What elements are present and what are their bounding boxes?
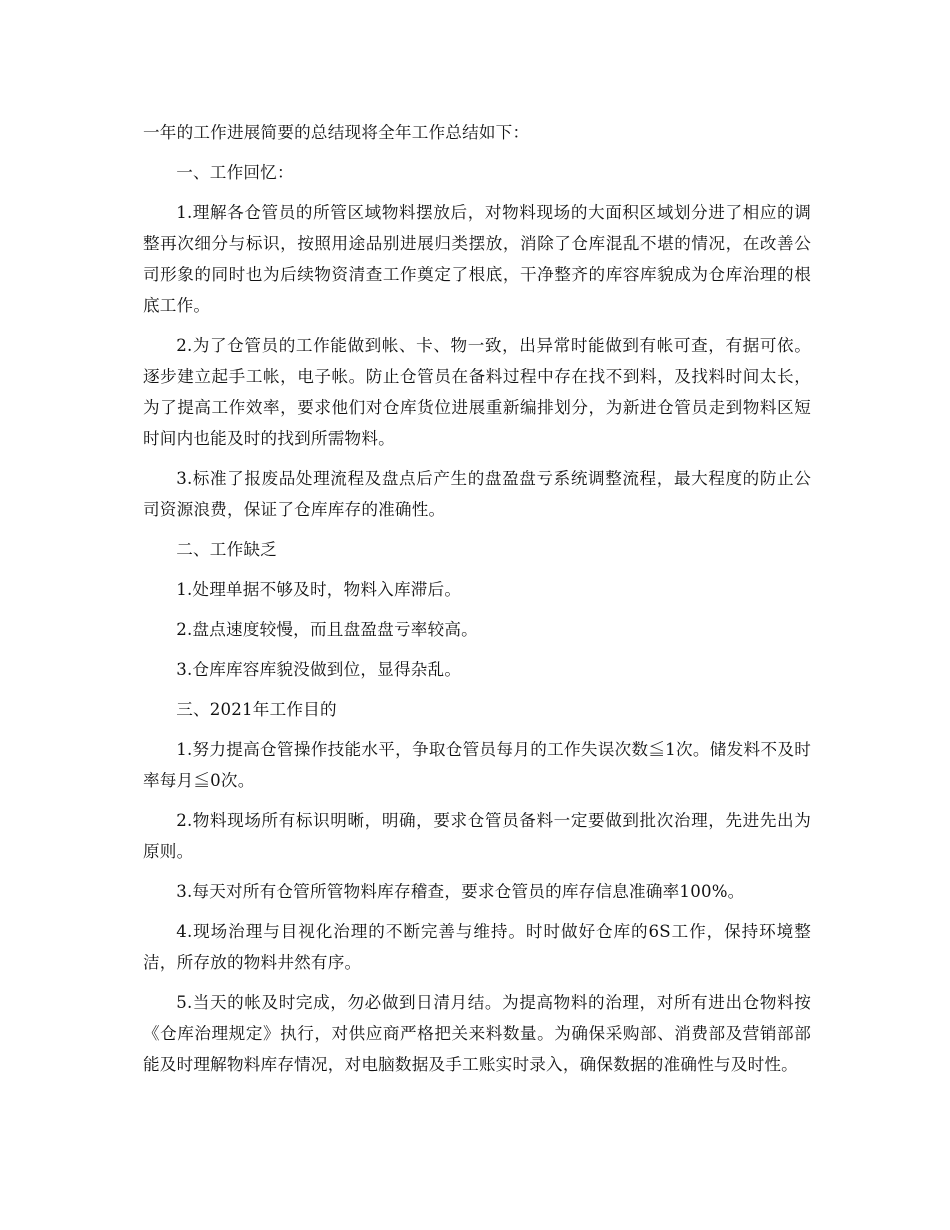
shortcoming-item-2: 2.盘点速度较慢，而且盘盈盘亏率较高。	[176, 620, 478, 639]
goal-item-1: 1.努力提高仓管操作技能水平，争取仓管员每月的工作失误次数≦1次。储发料不及时率每月≦0次。	[143, 740, 811, 790]
review-item-3: 3.标准了报废品处理流程及盘点后产生的盘盈盘亏系统调整流程，最大程度的防止公司资源浪费，保证了仓库库存的准确性。	[143, 469, 811, 519]
section-heading-goals: 三、2021年工作目的	[176, 700, 337, 719]
goal-item-3: 3.每天对所有仓管所管物料库存稽查，要求仓管员的库存信息准确率100%。	[176, 882, 745, 901]
goal-item-2: 2.物料现场所有标识明晰，明确，要求仓管员备料一定要做到批次治理，先进先出为原则。	[143, 811, 811, 861]
goal-item-4: 4.现场治理与目视化治理的不断完善与维持。时时做好仓库的6S工作，保持环境整洁，所存放的物料井然有序。	[143, 922, 811, 972]
document-page	[143, 117, 811, 1089]
section-heading-review: 一、工作回忆：	[176, 163, 294, 182]
intro-paragraph: 一年的工作进展简要的总结现将全年工作总结如下：	[143, 123, 530, 142]
goal-item-5: 5.当天的帐及时完成，勿必做到日清月结。为提高物料的治理，对所有进出仓物料按《仓库治理规定》执行，对供应商严格把关来料数量。为确保采购部、消费部及营销部部能及时理解物料库存情况，对电脑数据及手工账实时录入，确保数据的准确性与及时性。	[143, 993, 811, 1074]
shortcoming-item-1: 1.处理单据不够及时，物料入库滞后。	[176, 580, 462, 599]
shortcoming-item-3: 3.仓库库容库貌没做到位，显得杂乱。	[176, 660, 462, 679]
review-item-2: 2.为了仓管员的工作能做到帐、卡、物一致，出异常时能做到有帐可查，有据可依。逐步建立起手工帐，电子帐。防止仓管员在备料过程中存在找不到料，及找料时间太长，为了提高工作效率，要求他们对仓库货位进展重新编排划分，为新进仓管员走到物料区短时间内也能及时的找到所需物料。	[143, 336, 811, 448]
section-heading-shortcomings: 二、工作缺乏	[176, 540, 277, 559]
review-item-1: 1.理解各仓管员的所管区域物料摆放后，对物料现场的大面积区域划分进了相应的调整再次细分与标识，按照用途品别进展归类摆放，消除了仓库混乱不堪的情况，在改善公司形象的同时也为后续物资清查工作奠定了根底，干净整齐的库容库貌成为仓库治理的根底工作。	[143, 203, 811, 315]
